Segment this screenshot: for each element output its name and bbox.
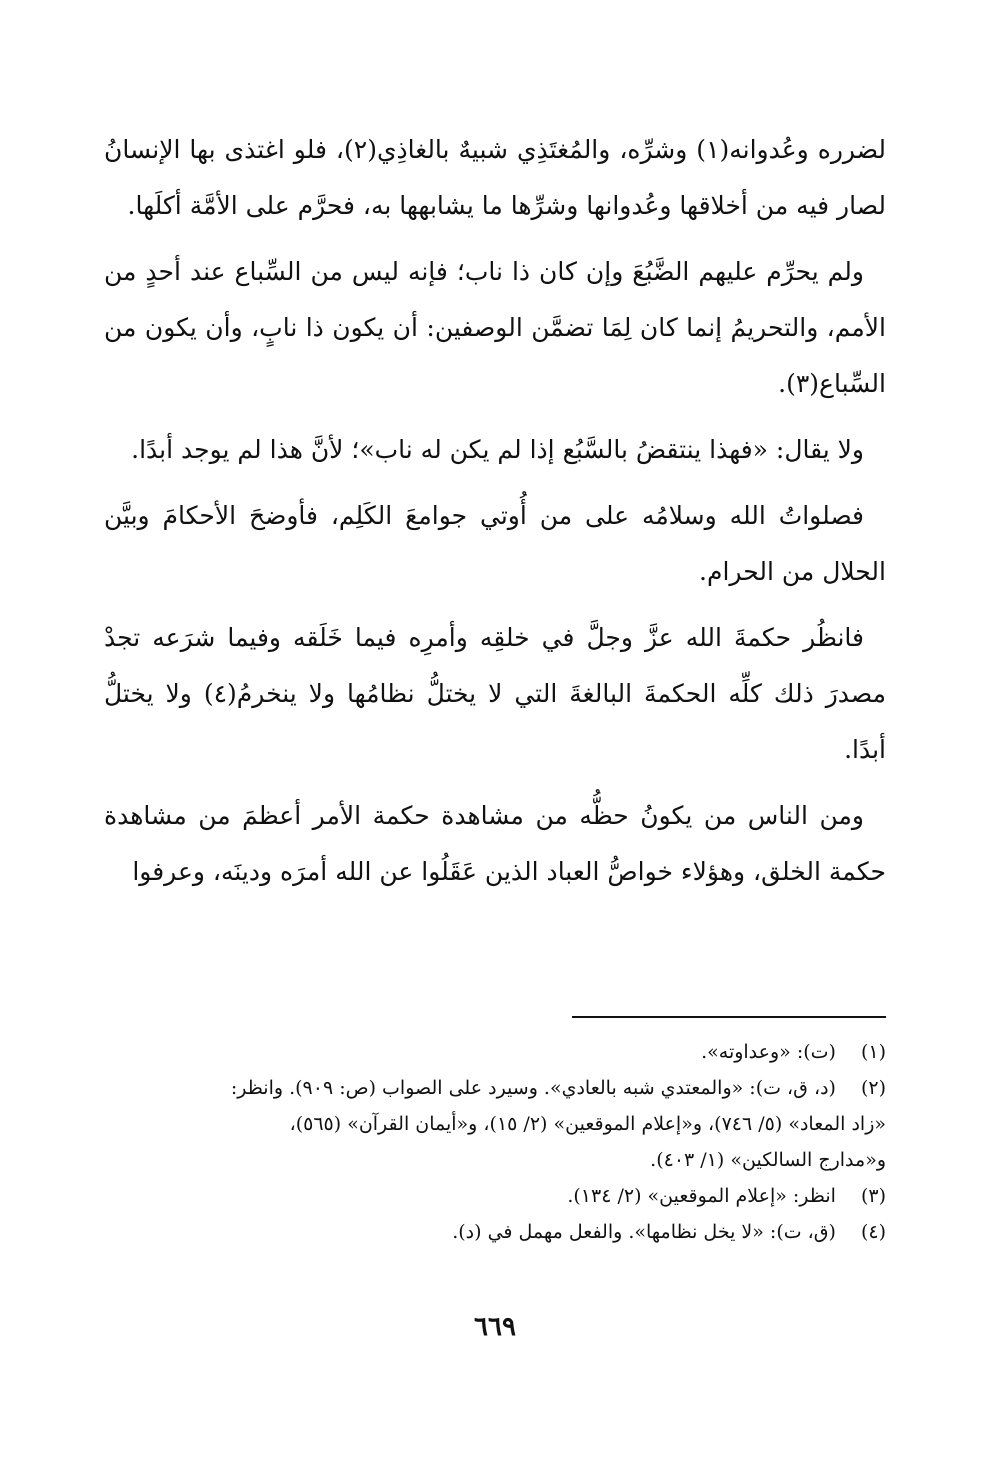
main-text xyxy=(104,122,886,910)
paragraph-5: فانظُر حكمةَ الله عزَّ وجلَّ في خلقِه وأمرِه فيما خَلَقه وفيما شرَعه تجدْ مصدرَ ذلك كلِّه الحكمةَ البالغةَ التي لا يختلُّ نظامُها ولا ينخرمُ(٤) ولا يختلُّ أبدًا. xyxy=(104,623,886,764)
footnote-number: (٤) xyxy=(860,1221,886,1243)
footnote-text: انظر: «إعلام الموقعين» (٢/ ١٣٤). xyxy=(567,1185,836,1207)
footnote-4 xyxy=(104,1214,886,1250)
footnote-number: (٢) xyxy=(860,1077,886,1099)
paragraph-6: ومن الناس من يكونُ حظُّه من مشاهدة حكمة الأمر أعظمَ من مشاهدة حكمة الخلق، وهؤلاء خواصُّ العباد الذين عَقَلُوا عن الله أمرَه ودينَه، وعرفوا xyxy=(104,801,886,886)
paragraph-3: ولا يقال: «فهذا ينتقضُ بالسَّبُع إذا لم يكن له ناب»؛ لأنَّ هذا لم يوجد أبدًا. xyxy=(131,435,864,464)
footnote-3 xyxy=(104,1178,886,1214)
page-number: ٦٦٩ xyxy=(474,1312,516,1342)
footnote-text: (ت): «وعداوته». xyxy=(701,1041,836,1063)
footnote-number: (٣) xyxy=(860,1185,886,1207)
footnote-divider xyxy=(572,1016,886,1018)
footnotes xyxy=(104,1034,886,1250)
footnote-2-continuation: «زاد المعاد» (٥/ ٧٤٦)، و«إعلام الموقعين» (٢/ ١٥)، و«أيمان القرآن» (٥٦٥)، xyxy=(289,1113,886,1135)
footnote-2-continuation: و«مدارج السالكين» (١/ ٤٠٣). xyxy=(650,1149,886,1171)
paragraph-1: لضرره وعُدوانه(١) وشرِّه، والمُغتَذِي شبيهٌ بالغاذِي(٢)، فلو اغتذى بها الإنسانُ لصار فيه من أخلاقها وعُدوانها وشرِّها ما يشابهها به، فحرَّم على الأمَّة أكلَها. xyxy=(104,135,887,220)
footnote-number: (١) xyxy=(860,1041,886,1063)
footnote-2 xyxy=(104,1070,886,1106)
footnote-text: (د، ق، ت): «والمعتدي شبه بالعادي». وسيرد على الصواب (ص: ٩٠٩). وانظر: xyxy=(230,1077,836,1099)
paragraph-4: فصلواتُ الله وسلامُه على من أُوتي جوامعَ الكَلِم، فأوضحَ الأحكامَ وبيَّن الحلال من الحرام. xyxy=(104,501,886,586)
footnote-1 xyxy=(104,1034,886,1070)
footnote-text: (ق، ت): «لا يخل نظامها». والفعل مهمل في (د). xyxy=(452,1221,836,1243)
paragraph-2: ولم يحرِّم عليهم الضَّبُعَ وإن كان ذا ناب؛ فإنه ليس من السِّباع عند أحدٍ من الأمم، والتحريمُ إنما كان لِمَا تضمَّن الوصفين: أن يكون ذا نابٍ، وأن يكون من السِّباع(٣). xyxy=(104,257,886,398)
